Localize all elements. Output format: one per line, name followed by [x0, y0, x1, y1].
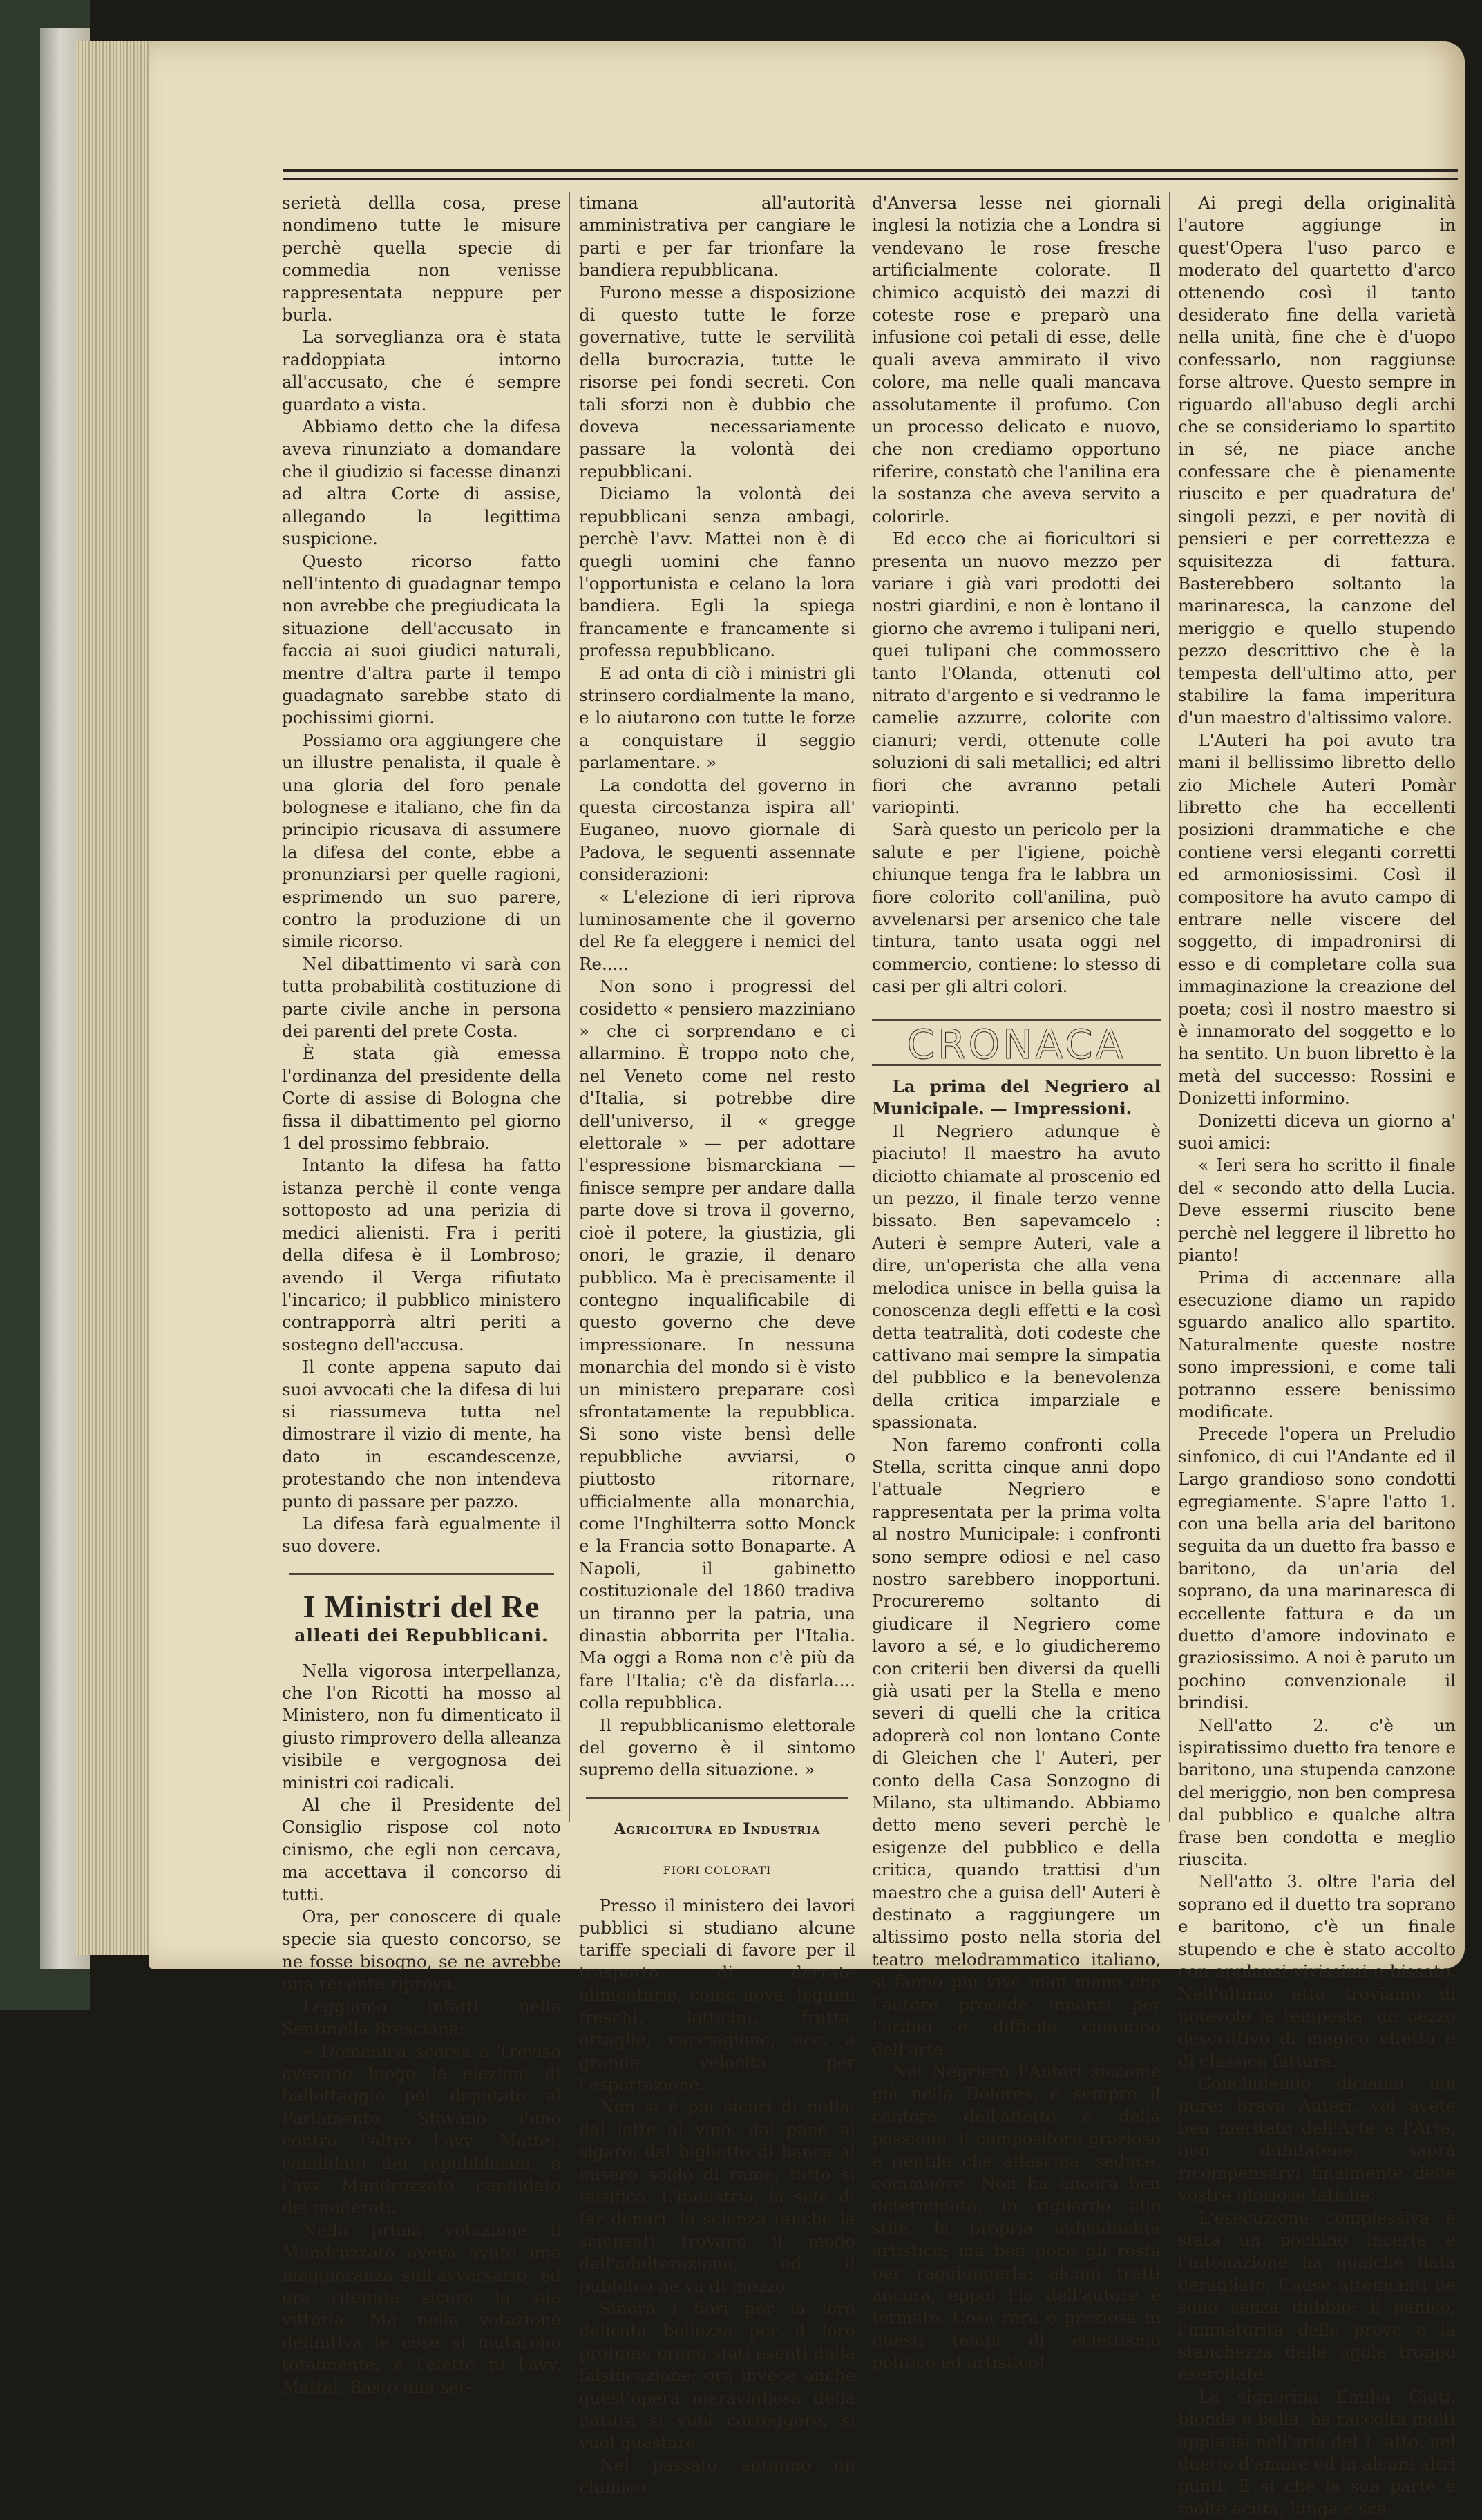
page-stack-edge [76, 41, 159, 1955]
paragraph: Intanto la difesa ha fatto istanza perchè il conte venga sottoposto ad una perizia di medici alienisti. Fra i periti della difesa è il Lombroso; avendo il Verga rifiutato l'incarico; il pubblico ministero contrapporrà altri periti a sostegno dell'accusa. [282, 1155, 561, 1355]
paragraph: serietà dellla cosa, prese nondimeno tutte le misure perchè quella specie di commedia non venisse rappresentata neppure per burla. [282, 193, 561, 325]
top-double-rule [283, 169, 1458, 180]
paragraph: Sarà questo un pericolo per la salute e per l'igiene, poichè chiunque tenga fra le labbra un fiore colorito coll'anilina, può avvelenarsi per arsenico che tale tintura, tanto usata oggi nel commercio, contiene: lo stesso di casi per gli altri colori. [872, 819, 1161, 997]
paragraph: L'esecuzione complessiva è stata un pochino incerta e l'intonazione ha qualche fiata deragliato. Cause attenuanti ne sono senza dubbio: il panico, l'immaturità delle prove e la stanchezza delle ugole troppo esercitate. [1178, 2207, 1456, 2385]
paragraph: Prima di accennare alla esecuzione diamo un rapido sguardo analico allo spartito. Naturalmente queste nostre sono impressioni, e come tali potranno essere benissimo modificate. [1178, 1267, 1456, 1422]
paragraph: E ad onta di ciò i ministri gli strinsero cordialmente la mano, e lo aiutarono con tutte le forze a conquistare il seggio parlamentare. » [579, 662, 855, 773]
article-headline: I Ministri del Re [303, 1588, 540, 1624]
paragraph: La condotta del governo in questa circostanza ispira all' Euganeo, nuovo giornale di Padova, le seguenti assennate considerazioni: [579, 774, 855, 885]
paragraph: È stata già emessa l'ordinanza del presidente della Corte di assise di Bologna che fissa il dibattimento pel giorno 1 del prossimo febbraio. [282, 1043, 561, 1154]
paragraph: Nel passato autunno un chimico [579, 2454, 855, 2498]
paragraph: Non faremo confronti colla Stella, scritta cinque anni dopo l'attuale Negriero e rappresentata per la prima volta al nostro Municipale: i confronti sono sempre odiosi e nel caso nostro sarebbero inopportuni. Procureremo soltanto di giudicare il Negriero come lavoro a sé, e lo giudicheremo con criterii ben diversi da quelli già usati per la Stella e meno severi di quelli che la critica adoprerà col non lontano Conte di Gleichen che l' Auteri, per conto della Casa Sonzogno di Milano, sta ultimando. Abbiamo detto meno severi perchè le esigenze del pubblico e della critica, quando trattisi d'un maestro che a guisa dell' Auteri è destinato a raggiungere un altissimo posto nella storia del teatro melodrammatico italiano, si fanno più vive man mano che l'autore procede innanzi per l'arduo e difficile cammino dell'arte. [872, 1434, 1161, 2059]
paragraph: Il conte appena saputo dai suoi avvocati che la difesa di lui si riassumeva tutta nel dimostrare il vizio di mente, ha dato in escandescenze, protestando che non intendeva punto di passare per pazzo. [282, 1357, 561, 1511]
paragraph: La signorina Emilia Ciuti, bionda e bella, ha raccolta molti applausi nell'aria del 1. atto, nel duetto d'amore ed in alcuni altri punti. E sì che la sua parte è molte acuta, lunga e sca- [1178, 2386, 1456, 2519]
section-heading: Agricoltura ed Industria [614, 1820, 821, 1838]
paragraph: La difesa farà egualmente il suo dovere. [282, 1513, 561, 1556]
paragraph: Non sono i progressi del cosidetto « pensiero mazziniano » che ci sorprendano e ci allarmino. È troppo noto che, nel Veneto come nel resto d'Italia, si potrebbe dire dell'universo, il « gregge elettorale » — per adottare l'espressione bismarckiana — finisce sempre per andare dalla parte dove si trova il governo, cioè il potere, la giustizia, gli onori, le grazie, il denaro pubblico. Ma è precisamente il contegno inqualificabile di questo governo che deve impressionare. In nessuna monarchia del mondo si è visto un ministero preparare così sfrontatamente la repubblica. Si sono viste bensì delle repubbliche avviarsi, o piuttosto ritornare, ufficialmente alla monarchia, come l'Inghilterra sotto Monck e la Francia sotto Bonaparte. A Napoli, il gabinetto costituzionale del 1860 tradiva un tiranno per la patria, una dinastia abborrita per l'Italia. Ma oggi a Roma non c'è più da fare l'Italia; c'è da disfarla.... colla repubblica. [579, 976, 855, 1713]
paragraph: Sinora i fiori per la loro delicata bellezza per il loro profumo erano stati esenti dalla falsificazione; ora invece anche quest'opera meravigliosa della natura si vuol correggere, si vuol guastare. [579, 2298, 855, 2453]
column-2 [579, 192, 855, 2498]
paragraph: Il repubblicanismo elettorale del governo è il sintomo supremo della situazione. » [579, 1715, 855, 1780]
paragraph: Ora, per conoscere di quale specie sia questo concorso, se ne fosse bisogno, se ne avrebbe una recente riprova. [282, 1907, 561, 1994]
column-separator [1169, 192, 1170, 1822]
paragraph: Ai pregi della originalità l'autore aggiunge in quest'Opera l'uso parco e moderato del quartetto d'arco ottenendo così il tanto desiderato fine della varietà nella unità, fine che è d'uopo confessarlo, non raggiunse forse altrove. Questo sempre in riguardo all'abuso degli archi che se consideriamo lo spartito in sé, ne piace anche confessare che è pienamente riuscito e per quadratura de' singoli pezzi, e per novità di pensieri e per correttezza e squisitezza di fattura. Basterebbero soltanto la marinaresca, la canzone del meriggio e quello stupendo pezzo descrittivo che è la tempesta dell'ultimo atto, per stabilire la fama imperitura d'un maestro d'altissimo valore. [1178, 193, 1456, 728]
paragraph: Leggiamo infatti nella Sentinella Bresciana: [282, 1996, 561, 2039]
paragraph: Ed ecco che ai fioricultori si presenta un nuovo mezzo per variare i già vari prodotti dei nostri giardini, e non è lontano il giorno che avremo i tulipani neri, quei tulipani che commossero tanto l'Olanda, ottenuti col nitrato d'argento e si vedranno le camelie azzurre, colorite con cianuri; verdi, ottenute colle soluzioni di sali metallici; ed altri fiori che avranno petali variopinti. [872, 528, 1161, 817]
paragraph: Nell'atto 2. c'è un ispiratissimo duetto fra tenore e baritono, una stupenda canzone del meriggio, non ben compresa dal pubblico e qualche altra frase ben condotta e meglio riuscita. [1178, 1715, 1456, 1870]
paragraph: La sorveglianza ora è stata raddoppiata intorno all'accusato, che é sempre guardato a vista. [282, 327, 561, 414]
paragraph: Il Negriero adunque è piaciuto! Il maestro ha avuto diciotto chiamate al proscenio ed un pezzo, il finale terzo venne bissato. Ben sapevamcelo : Auteri è sempre Auteri, vale a dire, un'operista che alla vena melodica unisce in bella guisa la conoscenza degli effetti e la così detta teatralità, doti codeste che cattivano mai sempre la simpatia del pubblico e la benevolenza della critica imparziale e spassionata. [872, 1120, 1161, 1433]
section-divider [289, 1573, 554, 1575]
paragraph: « Ieri sera ho scritto il finale del « secondo atto della Lucia. Deve essermi riuscito bene perchè nel leggere il libretto ho pianto! [1178, 1155, 1456, 1266]
paragraph: Nella prima votazione il Mandruzzato aveva avuto una maggioranza sull'avversario, ed era ritenuta sicura la sua vittoria. Ma nella votazione definitiva le cose si mutarono totalmente, e l'eletto fu l'avv. Mattei. Bastò una set- [282, 2220, 561, 2397]
paragraph: Presso il ministero dei lavori pubblici si studiano alcune tariffe speciali di favore per il trasporto di derrate alimentarie, come uova, legumi freschi, latticini, frutta, ortaglie, cacciagione, ecc. a grande velocità per l'esportazione. [579, 1895, 855, 2094]
paragraph: Furono messe a disposizione di questo tutte le forze governative, tutte le servilità della burocrazia, tutte le risorse pei fondi secreti. Con tali sforzi non è dubbio che doveva necessariamente passare la volontà dei repubblicani. [579, 282, 855, 481]
paragraph: Possiamo ora aggiungere che un illustre penalista, il quale è una gloria del foro penale bolognese e italiano, che fin da principio ricusava di assumere la difesa del conte, ebbe a pronunziarsi per quelle ragioni, esprimendo un suo parere, contro la produzione di un simile ricorso. [282, 729, 561, 952]
section-divider [586, 1797, 848, 1799]
paragraph: Precede l'opera un Preludio sinfonico, di cui l'Andante ed il Largo grandioso sono condotti egregiamente. S'apre l'atto 1. con una bella aria del baritono seguita da un duetto fra basso e baritono, da un'aria del soprano, da una marinaresca di eccellente fattura e da un duetto d'amore indovinato e graziosissimo. A noi è paruto un pochino convenzionale il brindisi. [1178, 1424, 1456, 1713]
paragraph: Concludendo diciamo noi pure: bravo Auteri, voi avete ben meritato dell'Arte e l'Arte, non dubitatene, saprà ricompensarvi finalmente delle vostre gloriose fatiche. [1178, 2073, 1456, 2206]
article-title: FIORI COLORATI [663, 1864, 772, 1878]
paragraph: Al che il Presidente del Consiglio rispose col noto cinismo, che egli non cercava, ma accettava il concorso di tutti. [282, 1795, 561, 1905]
paragraph: « Domenica scorsa a Treviso avevano luogo le elezioni di ballottaggio pel deputato al Parlamento. Stavano l'uno contro l'altro l'avv. Mattei, candidato dei repubblicani, e l'avv. Mandruzzato, candidato dei moderati. [282, 2041, 561, 2218]
paragraph: L'Auteri ha poi avuto tra mani il bellissimo libretto dello zio Michele Auteri Pomàr libretto che ha eccellenti posizioni drammatiche e che contiene versi eleganti corretti ed armoniosissimi. Così il compositore ha avuto campo di entrare nelle viscere del soggetto, di impadronirsi di esso e di completare colla sua immaginazione la creazione del poeta; così il nostro maestro si è innamorato del soggetto e lo ha sentito. Un buon libretto è la metà del successo: Rossini e Donizetti informino. [1178, 729, 1456, 1109]
article-subheadline: alleati dei Repubblicani. [294, 1625, 549, 1646]
column-1 [282, 192, 561, 2397]
paragraph: d'Anversa lesse nei giornali inglesi la notizia che a Londra si vendevano le rose fresche artificialmente colorate. Il chimico acquistò dei mazzi di coteste rose e preparò una infusione coi petali di esse, delle quali aveva ammirato il vivo colore, ma nelle quali mancava assolutamente il profumo. Con un processo delicato e nuovo, che non crediamo opportuno riferire, constatò che l'anilina era la sostanza che aveva servito a colorirle. [872, 193, 1161, 526]
paragraph: Questo ricorso fatto nell'intento di guadagnar tempo non avrebbe che pregiudicata la situazione dell'accusato in faccia ai suoi giudici naturali, mentre d'altra parte il tempo guadagnato sarebbe stato di pochissimi giorni. [282, 551, 561, 728]
column-3 [872, 192, 1161, 2373]
paragraph: Diciamo la volontà dei repubblicani senza ambagi, perchè l'avv. Mattei non è di quegli uomini che fanno l'opportunista e celano la lora bandiera. Egli la spiega francamente e francamente si professa repubblicano. [579, 484, 855, 661]
paragraph: Nell'atto 3. oltre l'aria del soprano ed il duetto tra soprano e baritono, c'è un finale stupendo e che è stato accolto con applausi vivissimi e bissato. Nell'ultimo atto troviamo di notevole la tempesta, un pezzo descrittivo di magico effetto e di classica fattura. [1178, 1871, 1456, 2071]
paragraph: « L'elezione di ieri riprova luminosamente che il governo del Re fa eleggere i nemici del Re..... [579, 886, 855, 974]
paragraph: Non si è più sicuri di nulla: dal latte al vino, dal pane al sigaro, dal biglietto di banca al misero soldo di rame, tutto si falsifica. L'industria, la sete di far denari, la scienza (anche la scienza!) trovano il modo dell'adulterazione, ed il pubblico ne va di mezzo. [579, 2097, 855, 2296]
paragraph: Donizetti diceva un giorno a' suoi amici: [1178, 1110, 1456, 1154]
cronaca-heading: CRONACA [906, 1020, 1126, 1068]
column-4 [1178, 192, 1456, 2519]
column-separator [569, 192, 570, 1822]
paragraph: timana all'autorità amministrativa per cangiare le parti e per far trionfare la bandiera repubblicana. [579, 193, 855, 280]
paragraph: Nel Negriero l'Auteri siccome già nella Dolores, è sempre il cantore dell'affetto e della passione, il compositore grazioso e gentile che affascina, seduce, commuove. Non ha ancora ben determinata, in riguardo allo stile, la propria individualità artistica; ma ben poco gli resta per raggiungerla; alcuni tratti ancora, eppoi l'io dell'autore è formato. Cosa rara e preziosa in questi tempi di eclettismo politico ed artistico! [872, 2061, 1161, 2373]
article-subheadline: La prima del Negriero al Municipale. — Impressioni. [872, 1076, 1161, 1119]
paragraph: Nella vigorosa interpellanza, che l'on Ricotti ha mosso al Ministero, non fu dimenticato il giusto rimprovero della alleanza visibile e vergognosa dei ministri coi radicali. [282, 1660, 561, 1793]
paragraph: Abbiamo detto che la difesa aveva rinunziato a domandare che il giudizio si facesse dinanzi ad altra Corte di assise, allegando la legittima suspicione. [282, 417, 561, 549]
paragraph: Nel dibattimento vi sarà con tutta probabilità costituzione di parte civile anche in persona dei parenti del prete Costa. [282, 953, 561, 1042]
